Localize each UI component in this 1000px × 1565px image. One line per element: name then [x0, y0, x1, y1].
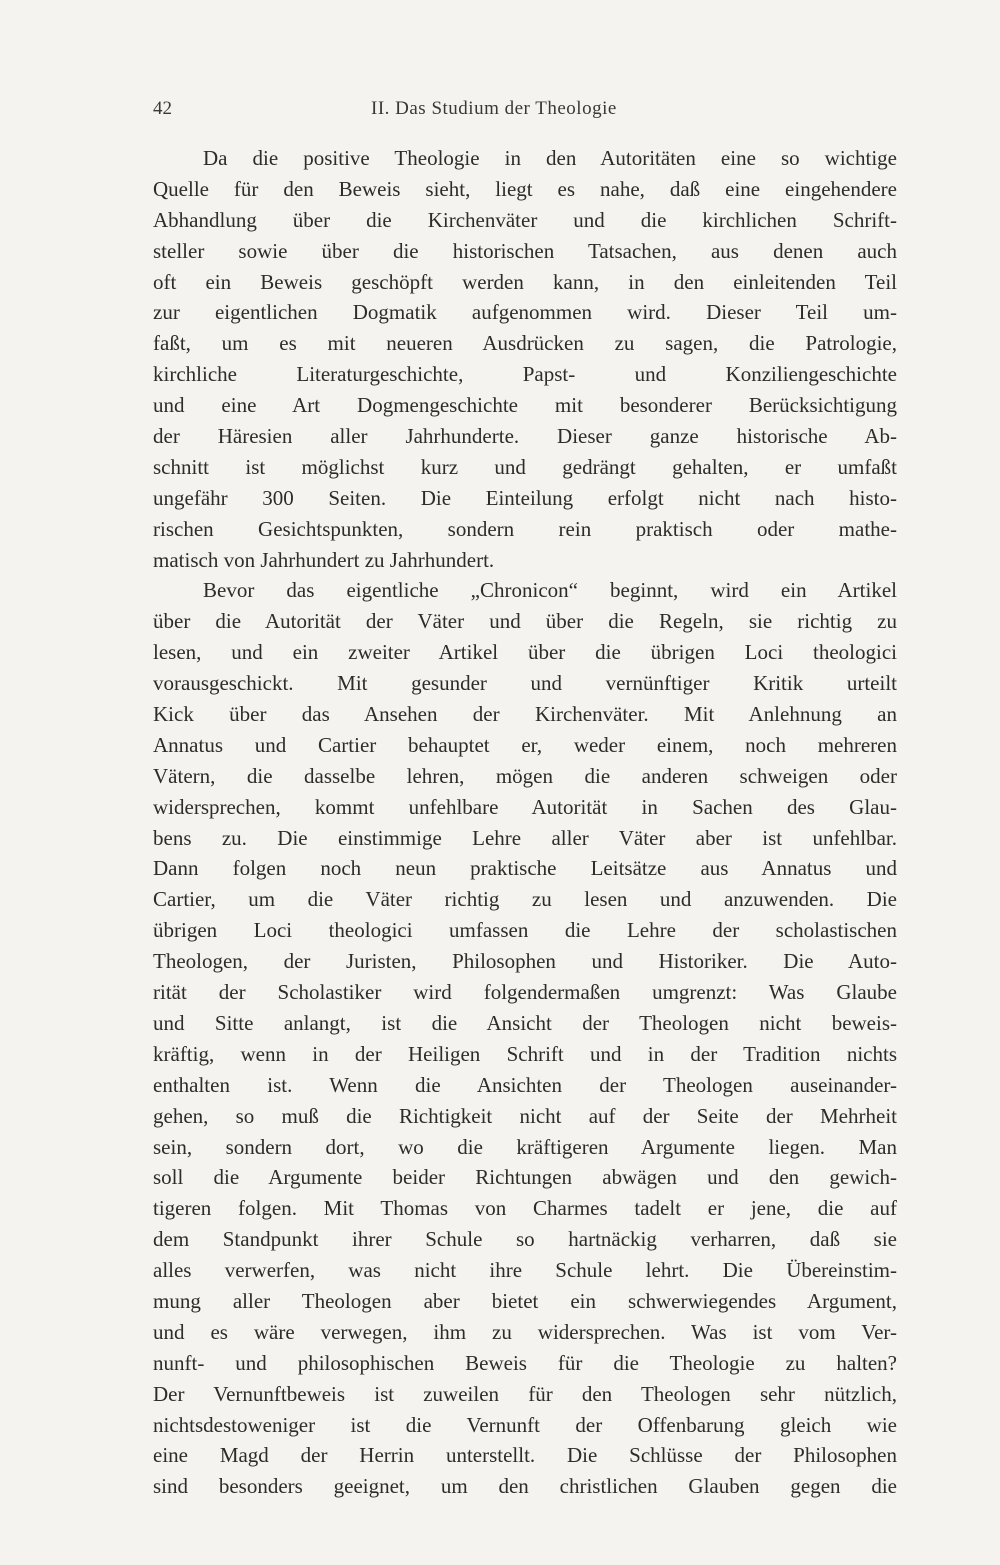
text-line: soll die Argumente beider Richtungen abwägen und den gewich- [153, 1165, 897, 1190]
text-line: Vätern, die dasselbe lehren, mögen die anderen schweigen oder [153, 763, 897, 788]
text-line: ungefähr 300 Seiten. Die Einteilung erfolgt nicht nach histo- [153, 485, 897, 510]
text-line: Dann folgen noch neun praktische Leitsätze aus Annatus und [153, 856, 897, 881]
text-line: kräftig, wenn in der Heiligen Schrift und in der Tradition nichts [153, 1041, 897, 1066]
text-line: matisch von Jahrhundert zu Jahrhundert. [153, 547, 495, 572]
text-line: sind besonders geeignet, um den christlichen Glauben gegen die [153, 1474, 897, 1499]
text-line: Annatus und Cartier behauptet er, weder einem, noch mehreren [153, 732, 897, 757]
text-line: zur eigentlichen Dogmatik aufgenommen wird. Dieser Teil um- [153, 300, 897, 325]
running-title: II. Das Studium der Theologie [371, 98, 617, 119]
text-line: lesen, und ein zweiter Artikel über die übrigen Loci theologici [153, 640, 897, 665]
text-line: oft ein Beweis geschöpft werden kann, in den einleitenden Teil [153, 269, 897, 294]
text-line: rischen Gesichtspunkten, sondern rein praktisch oder mathe- [153, 516, 897, 541]
text-line: Da die positive Theologie in den Autoritäten eine so wichtige [203, 146, 897, 170]
text-line: nunft- und philosophischen Beweis für die Theologie zu halten? [153, 1350, 897, 1375]
text-line: kirchliche Literaturgeschichte, Papst- und Konziliengeschichte [153, 362, 897, 387]
text-line: widersprechen, kommt unfehlbare Autorität in Sachen des Glau- [153, 794, 897, 819]
text-line: dem Standpunkt ihrer Schule so hartnäckig verharren, daß sie [153, 1227, 897, 1252]
text-line: eine Magd der Herrin unterstellt. Die Schlüsse der Philosophen [153, 1443, 897, 1468]
text-line: Bevor das eigentliche „Chronicon“ beginnt, wird ein Artikel [203, 578, 897, 603]
text-line: und eine Art Dogmengeschichte mit besonderer Berücksichtigung [153, 393, 897, 418]
text-line: und Sitte anlangt, ist die Ansicht der Theologen nicht beweis- [153, 1010, 897, 1035]
text-line: nichtsdestoweniger ist die Vernunft der Offenbarung gleich wie [153, 1412, 897, 1437]
text-line: tigeren folgen. Mit Thomas von Charmes tadelt er jene, die auf [153, 1196, 897, 1221]
text-line: Abhandlung über die Kirchenväter und die kirchlichen Schrift- [153, 207, 897, 232]
paragraph-1 [153, 143, 897, 575]
text-line: sein, sondern dort, wo die kräftigeren Argumente liegen. Man [153, 1134, 897, 1159]
text-line: der Häresien aller Jahrhunderte. Dieser ganze historische Ab- [153, 424, 897, 449]
text-line: faßt, um es mit neueren Ausdrücken zu sagen, die Patrologie, [153, 331, 897, 356]
page-number: 42 [153, 98, 172, 119]
running-head [153, 98, 898, 128]
text-line: rität der Scholastiker wird folgendermaßen umgrenzt: Was Glaube [153, 980, 897, 1005]
text-line: Theologen, der Juristen, Philosophen und Historiker. Die Auto- [153, 949, 897, 974]
text-line: und es wäre verwegen, ihm zu widersprechen. Was ist vom Ver- [153, 1319, 897, 1344]
text-line: über die Autorität der Väter und über die Regeln, sie richtig zu [153, 609, 897, 634]
text-line: Der Vernunftbeweis ist zuweilen für den Theologen sehr nützlich, [153, 1381, 897, 1406]
text-line: schnitt ist möglichst kurz und gedrängt gehalten, er umfaßt [153, 454, 897, 479]
text-line: alles verwerfen, was nicht ihre Schule lehrt. Die Übereinstim- [153, 1258, 897, 1283]
body-text [153, 143, 897, 1502]
text-line: gehen, so muß die Richtigkeit nicht auf der Seite der Mehrheit [153, 1103, 897, 1128]
text-line: Quelle für den Beweis sieht, liegt es nahe, daß eine eingehendere [153, 176, 897, 201]
text-line: Cartier, um die Väter richtig zu lesen und anzuwenden. Die [153, 887, 897, 912]
text-line: enthalten ist. Wenn die Ansichten der Theologen auseinander- [153, 1072, 897, 1097]
text-line: übrigen Loci theologici umfassen die Lehre der scholastischen [153, 918, 897, 943]
text-line: bens zu. Die einstimmige Lehre aller Väter aber ist unfehlbar. [153, 825, 897, 850]
text-line: mung aller Theologen aber bietet ein schwerwiegendes Argument, [153, 1288, 897, 1313]
paragraph-2 [153, 575, 897, 1502]
text-line: vorausgeschickt. Mit gesunder und vernünftiger Kritik urteilt [153, 671, 897, 696]
text-line: steller sowie über die historischen Tatsachen, aus denen auch [153, 238, 897, 263]
text-line: Kick über das Ansehen der Kirchenväter. Mit Anlehnung an [153, 702, 897, 727]
